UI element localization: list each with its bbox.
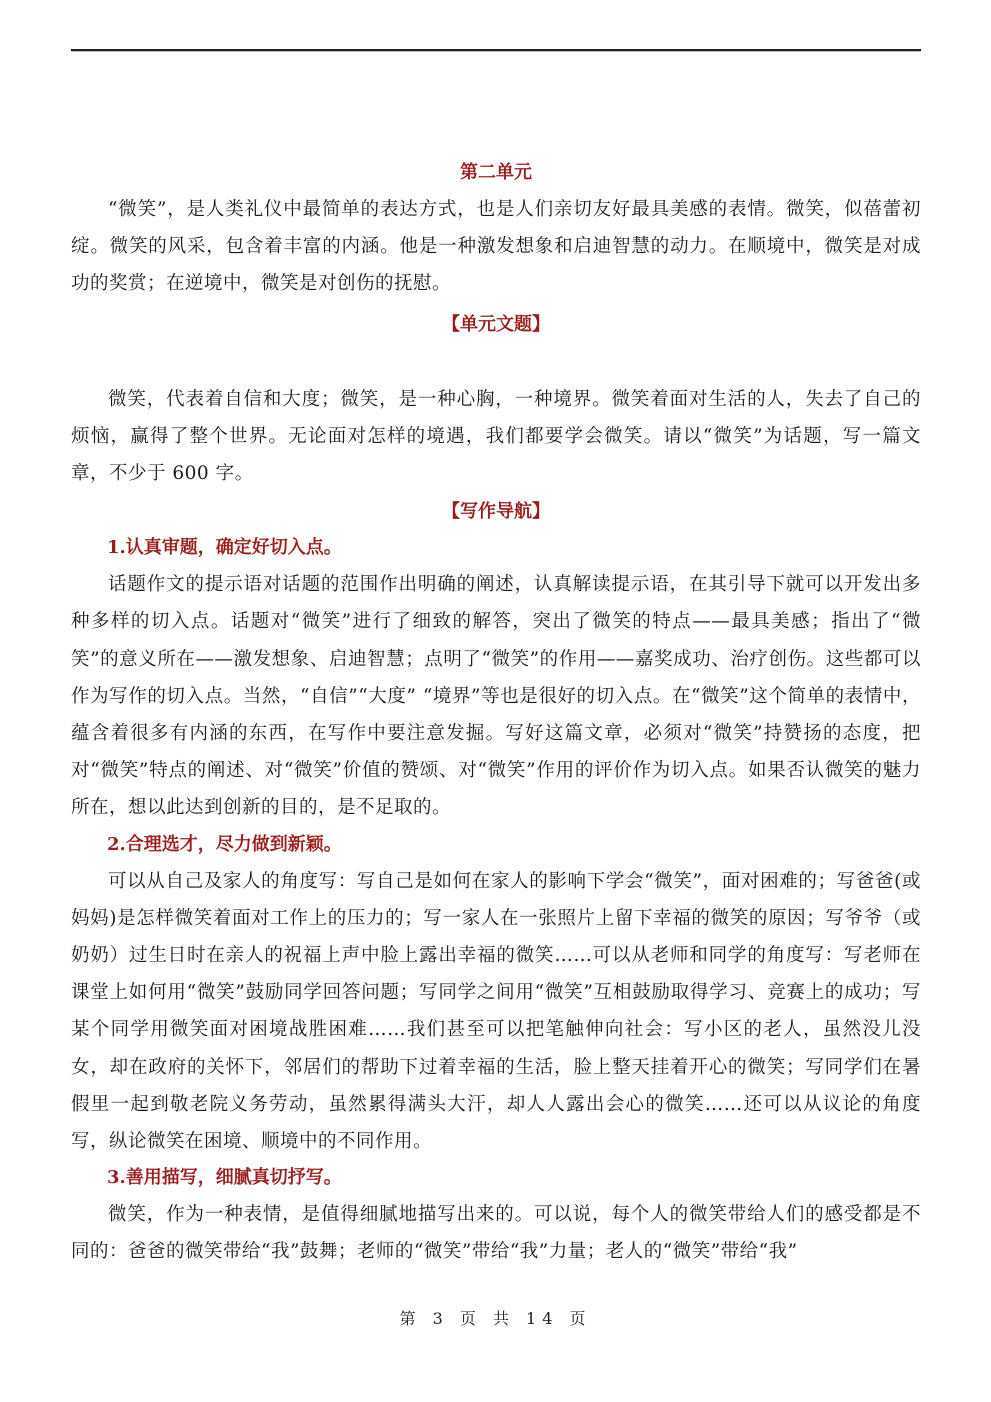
prompt-paragraph: 微笑，代表着自信和大度；微笑，是一种心胸，一种境界。微笑着面对生活的人，失去了自己的烦恼，赢得了整个世界。无论面对怎样的境遇，我们都要学会微笑。请以“微笑”为话题，写一篇文章，不少于 600 字。 [71, 388, 921, 485]
unit-title: 第二单元 [460, 162, 532, 183]
section-2-paragraph: 可以从自己及家人的角度写：写自己是如何在家人的影响下学会“微笑”，面对困难的；写爸爸(或妈妈)是怎样微笑着面对工作上的压力的；写一家人在一张照片上留下幸福的微笑的原因；写爷爷（或奶奶）过生日时在亲人的祝福上声中脸上露出幸福的微笑……可以从老师和同学的角度写：写老师在课堂上如何用“微笑”鼓励同学回答问题；写同学之间用“微笑”互相鼓励取得学习、竞赛上的成功；写某个同学用微笑面对困境战胜困难……我们甚至可以把笔触伸向社会：写小区的老人，虽然没儿没女，却在政府的关怀下，邻居们的帮助下过着幸福的生活，脸上整天挂着开心的微笑；写同学们在暑假里一起到敬老院义务劳动，虽然累得满头大汗，却人人露出会心的微笑……还可以从议论的角度写，纵论微笑在困境、顺境中的不同作用。 [71, 870, 921, 1153]
document-page [71, 155, 921, 1271]
intro-paragraph: “微笑”，是人类礼仪中最简单的表达方式，也是人们亲切友好最具美感的表情。微笑，似蓓蕾初绽。微笑的风采，包含着丰富的内涵。他是一种激发想象和启迪智慧的动力。在顺境中，微笑是对成功的奖赏；在逆境中，微笑是对创伤的抚慰。 [71, 199, 921, 295]
section-2-heading: 2.合理选才，尽力做到新颖。 [107, 833, 342, 855]
section-3-heading: 3.善用描写，细腻真切抒写。 [107, 1167, 342, 1189]
prompt-heading: 【单元文题】 [442, 313, 550, 335]
section-1-paragraph: 话题作文的提示语对话题的范围作出明确的阐述，认真解读提示语，在其引导下就可以开发出多种多样的切入点。话题对“微笑”进行了细致的解答，突出了微笑的特点——最具美感；指出了“微笑”的意义所在——激发想象、启迪智慧；点明了“微笑”的作用——嘉奖成功、治疗创伤。这些都可以作为写作的切入点。当然，“自信”“大度” “境界”等也是很好的切入点。在“微笑”这个简单的表情中，蕴含着很多有内涵的东西，在写作中要注意发掘。写好这篇文章，必须对“微笑”持赞扬的态度，把对“微笑”特点的阐述、对“微笑”价值的赞颂、对“微笑”作用的评价作为切入点。如果否认微笑的魅力所在，想以此达到创新的目的，是不足取的。 [71, 574, 921, 819]
page-number: 第 3 页 共 14 页 [399, 1309, 592, 1328]
header-rule [71, 49, 921, 52]
section-1-heading: 1.认真审题，确定好切入点。 [107, 537, 342, 559]
section-3-paragraph: 微笑，作为一种表情，是值得细腻地描写出来的。可以说，每个人的微笑带给人们的感受都是不同的：爸爸的微笑带给“我”鼓舞；老师的“微笑”带给“我”力量；老人的“微笑”带给“我” [71, 1204, 921, 1263]
spacer [71, 343, 921, 381]
guide-heading: 【写作导航】 [442, 501, 550, 523]
